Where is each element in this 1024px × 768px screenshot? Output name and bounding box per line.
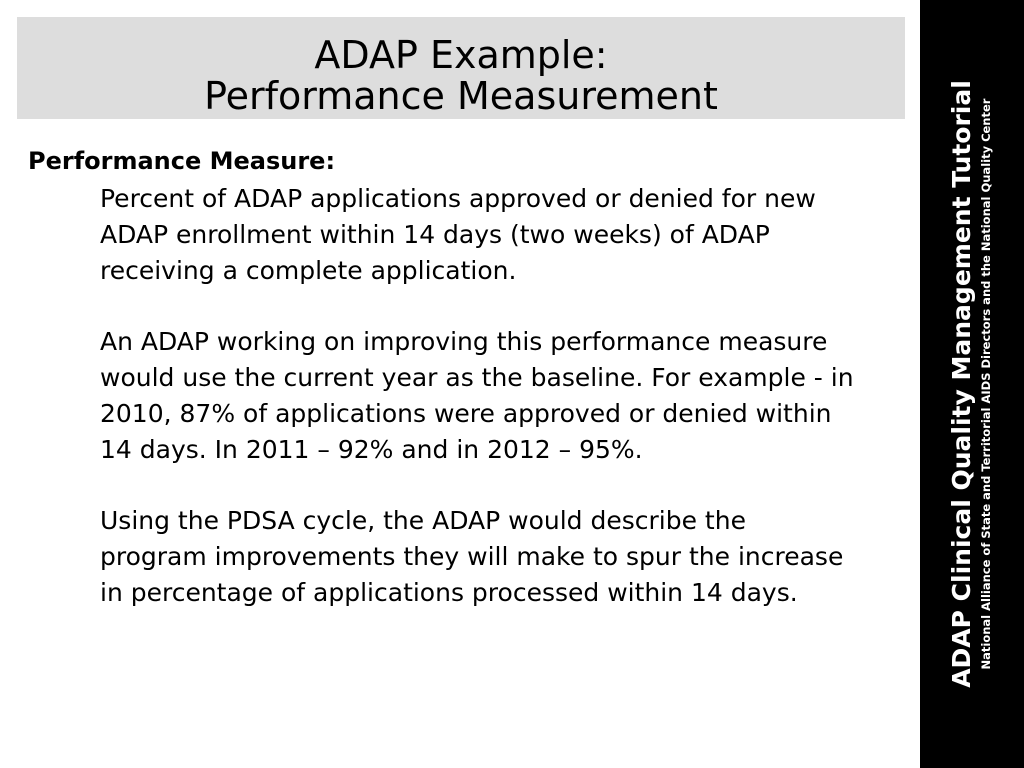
sidebar-rotated-text	[922, 24, 1022, 744]
sidebar-tutorial-title: ADAP Clinical Quality Management Tutorial	[947, 80, 976, 688]
slide-title-line-1: ADAP Example:	[314, 33, 608, 77]
pdsa-cycle-paragraph: Using the PDSA cycle, the ADAP would describe the program improvements they will make to spur the increase in percentage of applications processed within 14 days.	[100, 506, 844, 607]
slide-content	[28, 147, 908, 611]
performance-measure-heading: Performance Measure:	[28, 147, 336, 175]
baseline-example-paragraph: An ADAP working on improving this performance measure would use the current year as the baseline. For example - in 2010, 87% of applications were approved or denied within 14 days. In 2011 – 92% and in 2012 – 95%.	[100, 327, 854, 464]
measure-definition-paragraph: Percent of ADAP applications approved or denied for new ADAP enrollment within 14 days (two weeks) of ADAP receiving a complete application.	[100, 184, 816, 285]
slide-title-line-2: Performance Measurement	[204, 74, 718, 118]
sidebar-organization-subtitle: National Alliance of State and Territorial AIDS Directors and the National Quality Center	[979, 98, 993, 670]
tutorial-sidebar	[920, 0, 1024, 768]
slide-title-box	[17, 17, 905, 119]
